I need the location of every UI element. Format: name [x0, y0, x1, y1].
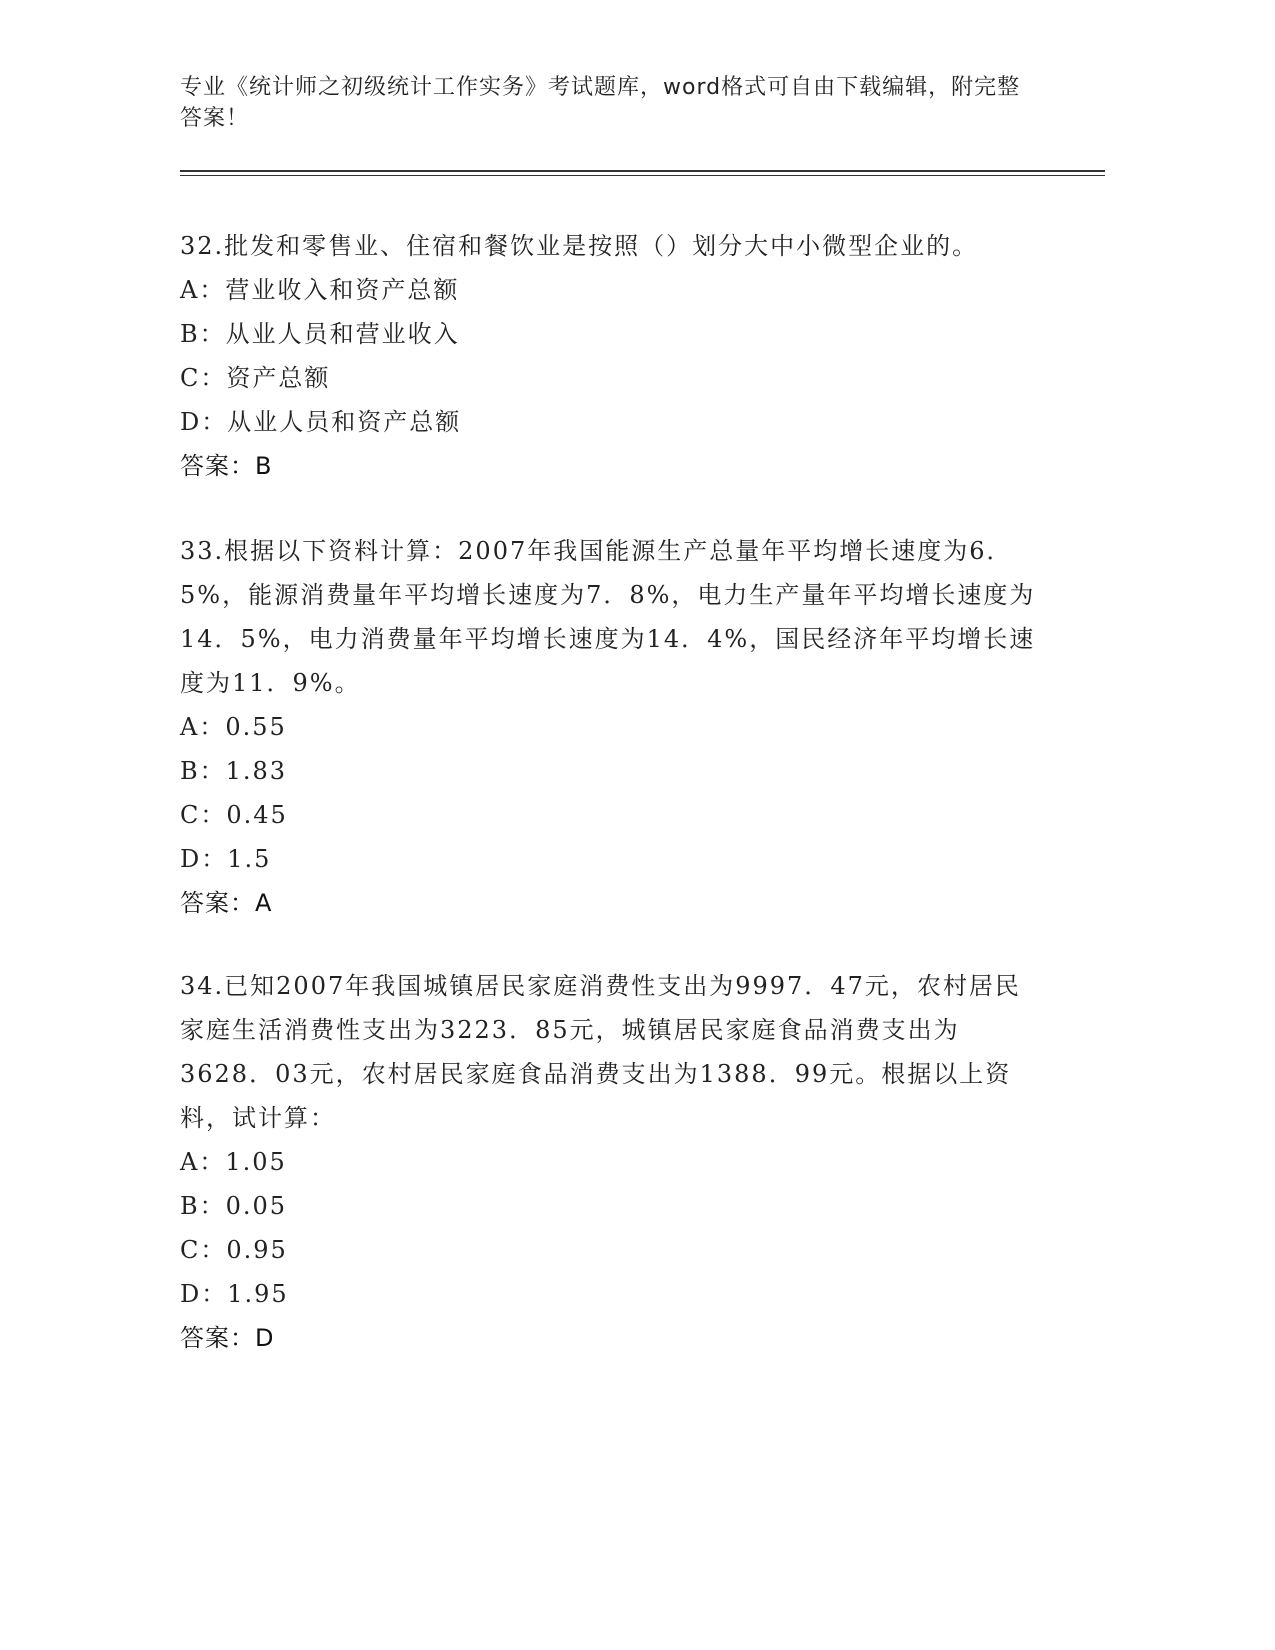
option-c: C：0.95	[180, 1236, 288, 1264]
option-d: D：从业人员和资产总额	[180, 408, 462, 436]
option-a: A：0.55	[180, 713, 287, 741]
question-33	[180, 529, 1040, 925]
option-c: C：资产总额	[180, 364, 331, 392]
question-32	[180, 224, 1040, 488]
answer-line: 答案：A	[180, 889, 273, 917]
option-b: B：从业人员和营业收入	[180, 320, 460, 348]
option-a: A：营业收入和资产总额	[180, 276, 460, 304]
answer-line: 答案：B	[180, 452, 273, 480]
option-c: C：0.45	[180, 801, 288, 829]
question-34	[180, 964, 1040, 1360]
option-d: D：1.95	[180, 1280, 289, 1308]
answer-line: 答案：D	[180, 1324, 275, 1352]
header-divider-thin	[180, 175, 1105, 176]
option-a: A：1.05	[180, 1148, 287, 1176]
question-stem: 32.批发和零售业、住宿和餐饮业是按照（）划分大中小微型企业的。	[180, 232, 979, 260]
document-header: 专业《统计师之初级统计工作实务》考试题库，word格式可自由下载编辑，附完整答案！	[180, 75, 1021, 131]
option-b: B：1.83	[180, 757, 288, 785]
option-d: D：1.5	[180, 845, 272, 873]
question-stem: 33.根据以下资料计算：2007年我国能源生产总量年平均增长速度为6．5%，能源消费量年平均增长速度为7．8%，电力生产量年平均增长速度为14．5%，电力消费量年平均增长速度为14．4%，国民经济年平均增长速度为11．9%。	[180, 537, 1036, 697]
question-stem: 34.已知2007年我国城镇居民家庭消费性支出为9997．47元，农村居民家庭生活消费性支出为3223．85元，城镇居民家庭食品消费支出为3628．03元，农村居民家庭食品消费支出为1388．99元。根据以上资料，试计算：	[180, 972, 1021, 1132]
header-divider-thick	[180, 170, 1105, 172]
option-b: B：0.05	[180, 1192, 288, 1220]
